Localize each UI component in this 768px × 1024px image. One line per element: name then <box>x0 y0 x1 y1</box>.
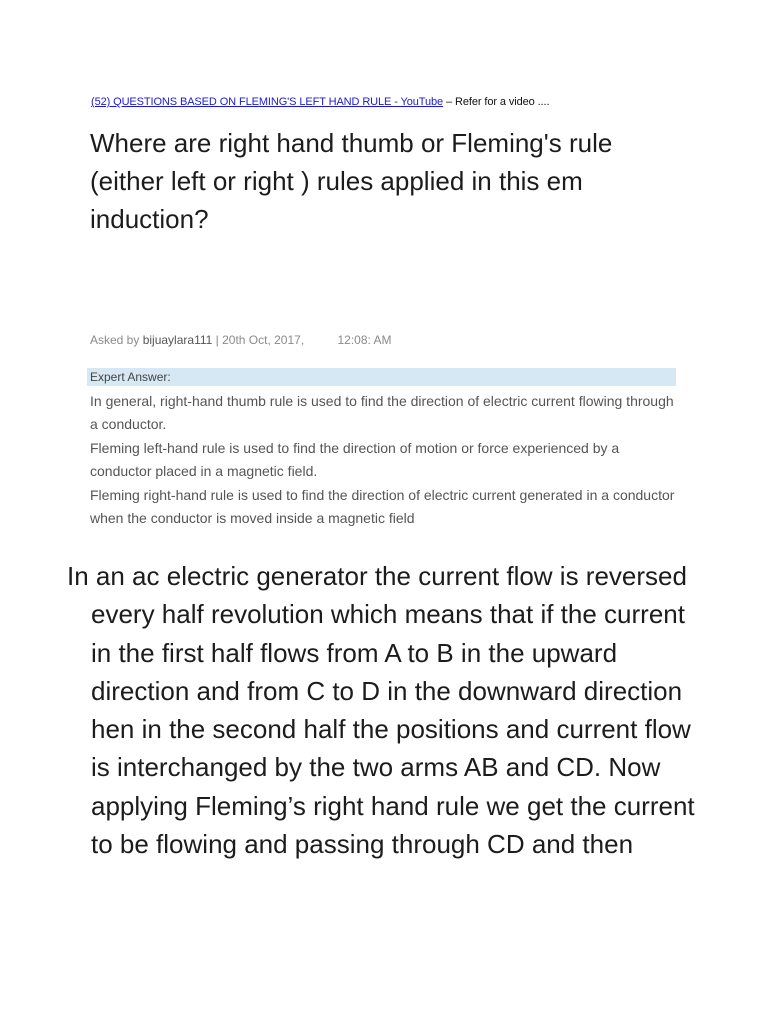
expert-answer-label: Expert Answer: <box>87 368 676 386</box>
youtube-reference-link[interactable]: (52) QUESTIONS BASED ON FLEMING'S LEFT HAND RULE - YouTube <box>91 96 444 108</box>
asked-date: | 20th Oct, 2017, 12:08: AM <box>212 333 392 347</box>
explanation-paragraph: In an ac electric generator the current flow is reversed every half revolution which means that if the current in the first half flows from A to B in the upward direction and from C to D in the downward direction hen in the second half the positions and current flow is interchanged by the two arms AB and CD. Now applying Fleming’s right hand rule we get the current to be flowing and passing through CD and then <box>67 561 695 860</box>
answer-paragraph: In general, right-hand thumb rule is used to find the direction of electric current flowing through a conductor. <box>90 393 674 433</box>
asked-by-label: Asked by <box>90 333 143 347</box>
reference-suffix: – Refer for a video .... <box>443 96 550 108</box>
expert-answer-body <box>90 390 680 530</box>
answer-paragraph: Fleming right-hand rule is used to find the direction of electric current generated in a conductor when the conductor is moved inside a magnetic field <box>90 486 675 527</box>
reference-line <box>91 94 711 110</box>
answer-paragraph: Fleming left-hand rule is used to find the direction of motion or force experienced by a conductor placed in a magnetic field. <box>90 439 620 480</box>
question-title: Where are right hand thumb or Fleming's rule (either left or right ) rules applied in this em induction? <box>90 128 613 234</box>
question-meta <box>90 332 690 348</box>
author-name: bijuaylara111 <box>142 333 213 347</box>
